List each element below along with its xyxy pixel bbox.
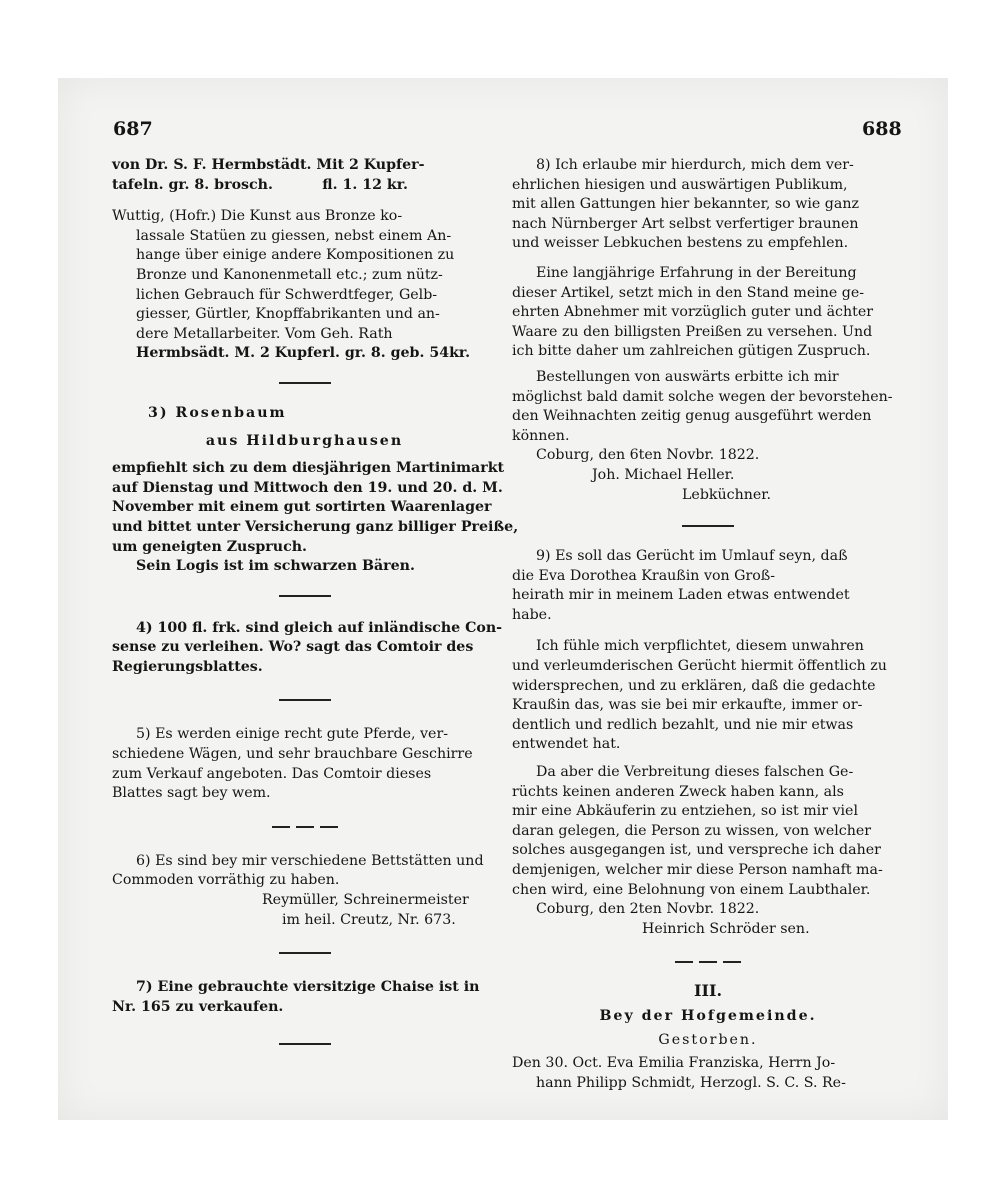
- page-number-left: 687: [113, 118, 153, 140]
- item-9-paragraph-2: Ich fühle mich verpflichtet, diesem unwahren und verleumderischen Gerücht hiermit öffentlich zu widersprechen, und zu erklären, daß die gedachte Kraußin das, was sie bei mir erkaufte, immer or- dentlich und redlich bezahlt, und nie mir etwas entwendet hat.: [512, 638, 887, 753]
- divider: [279, 382, 331, 384]
- right-column: [512, 156, 904, 1093]
- item-6: 6) Es sind bey mir verschiedene Bettstätten und Commoden vorräthig zu haben. Reymüller, Schreinermeister im heil. Creutz, Nr. 673.: [112, 852, 484, 928]
- divider: [279, 699, 331, 701]
- rosenbaum-heading: 3) Rosenbaum: [148, 404, 287, 421]
- item-8: 8) Ich erlaube mir hierdurch, mich dem ver- ehrlichen hiesigen und auswärtigen Publikum, mit allen Gattungen hier bekannter, so wie ganz nach Nürnberger Art selbst verfertiger braunen und weisser Lebkuchen bestens zu empfehlen.: [512, 157, 859, 252]
- divider: [279, 1043, 331, 1045]
- divider: [272, 826, 338, 828]
- item-8-profession: Lebküchner.: [682, 486, 771, 503]
- item-8-paragraph-2: Eine langjährige Erfahrung in der Bereitung dieser Artikel, setzt mich in den Stand meine ge- ehrten Abnehmer mit vorzüglich guter und ächter Waare zu den billigsten Preißen zu versehen. Und ich bitte daher um zahlreichen gütigen Zuspruch.: [512, 264, 873, 360]
- item-7: 7) Eine gebrauchte viersitzige Chaise ist in Nr. 165 zu verkaufen.: [112, 979, 480, 1015]
- section-title: Bey der Hofgemeinde.: [599, 1007, 817, 1024]
- wuttig-entry: Wuttig, (Hofr.) Die Kunst aus Bronze ko- lassale Statüen zu giessen, nebst einem An- hange über einige andere Kompositionen zu Bronze und Kanonenmetall etc.; zum nütz- lichen Gebrauch für Schwerdtfeger, Gelb- giesser, Gürtler, Knopffabrikanten und an- dere Metallarbeiter. Vom Geh. Rath Hermbsädt. M. 2 Kupferl. gr. 8. geb. 54kr.: [112, 208, 471, 362]
- left-column: [112, 156, 519, 1045]
- item-8-date: Coburg, den 6ten Novbr. 1822.: [536, 447, 760, 464]
- item-9: 9) Es soll das Gerücht im Umlauf seyn, daß die Eva Dorothea Kraußin von Groß- heirath mir in meinem Laden etwas entwendet habe.: [512, 548, 850, 623]
- divider: [279, 952, 331, 954]
- section-text: Den 30. Oct. Eva Emilia Franziska, Herrn Jo- hann Philipp Schmidt, Herzogl. S. C. S. Re-: [512, 1055, 846, 1091]
- item-9-date: Coburg, den 2ten Novbr. 1822.: [536, 901, 760, 918]
- section-number: III.: [693, 981, 723, 1001]
- item-8-paragraph-3: Bestellungen von auswärts erbitte ich mir möglichst bald damit solche wegen der bevorstehen- den Weihnachten zeitig genug ausgeführt werden können. Coburg, den 6ten Novbr. 1822. Joh. Michael Heller. Lebküchner.: [512, 368, 904, 505]
- item-8-signature: Joh. Michael Heller.: [592, 466, 735, 483]
- page-number-right: 688: [862, 118, 902, 140]
- divider: [279, 595, 331, 597]
- divider: [682, 525, 734, 527]
- hermbstaedt-entry: von Dr. S. F. Hermbstädt. Mit 2 Kupfer- tafeln. gr. 8. brosch. fl. 1. 12 kr.: [112, 157, 425, 193]
- rosenbaum-text: empfiehlt sich zu dem diesjährigen Martinimarkt auf Dienstag und Mittwoch den 19. und 20. d. M. November mit einem gut sortirten Waarenlager und bittet unter Versicherung ganz billiger Preiße, um geneigten Zuspruch. Sein Logis ist im schwarzen Bären.: [112, 459, 497, 577]
- rosenbaum-logis: Sein Logis ist im schwarzen Bären.: [136, 558, 415, 575]
- item-4: 4) 100 fl. frk. sind gleich auf inländische Con- sense zu verleihen. Wo? sagt das Comtoir des Regierungsblattes.: [112, 619, 503, 675]
- item-5: 5) Es werden einige recht gute Pferde, ver- schiedene Wägen, und sehr brauchbare Geschirre zum Verkauf angeboten. Das Comtoir dieses Blattes sagt bey wem.: [112, 726, 473, 802]
- section-subtitle: Gestorben.: [658, 1031, 758, 1048]
- rosenbaum-subheading: aus Hildburghausen: [205, 432, 404, 449]
- item-9-signature: Heinrich Schröder sen.: [642, 920, 810, 937]
- divider: [675, 961, 741, 963]
- item-9-paragraph-3: Da aber die Verbreitung dieses falschen Ge- rüchts keinen anderen Zweck haben kann, als mir eine Abkäuferin zu entziehen, so ist mir viel daran gelegen, die Person zu wissen, von welcher solches ausgegangen ist, und verspreche ich daher demjenigen, welcher mir diese Person namhaft ma- chen wird, eine Belohnung von einem Laubthaler. Coburg, den 2ten Novbr. 1822. Heinrich Schröder sen.: [512, 763, 904, 939]
